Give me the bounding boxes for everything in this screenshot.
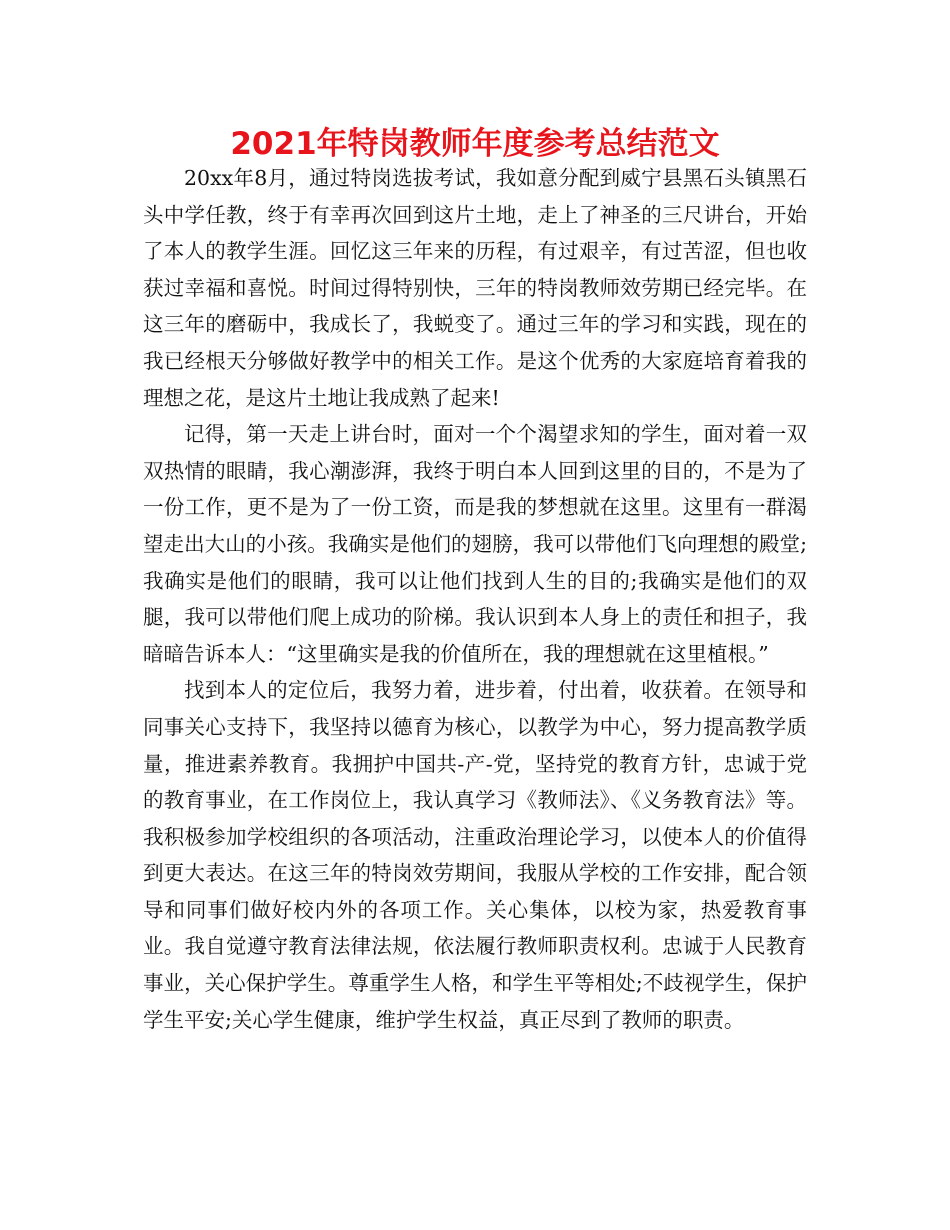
- document-title: 2021年特岗教师年度参考总结范文: [230, 126, 720, 162]
- paragraph-1: 20xx年8月，通过特岗选拔考试，我如意分配到威宁县黑石头镇黑石头中学任教，终于有幸再次回到这片土地，走上了神圣的三尺讲台，开始了本人的教学生涯。回忆这三年来的历程，有过艰辛，有过苦涩，但也收获过幸福和喜悦。时间过得特别快，三年的特岗教师效劳期已经完毕。在这三年的磨砺中，我成长了，我蜕变了。通过三年的学习和实践，现在的我已经根天分够做好教学中的相关工作。是这个优秀的大家庭培育着我的理想之花，是这片土地让我成熟了起来!: [143, 166, 807, 410]
- paragraph-3: 找到本人的定位后，我努力着，进步着，付出着，收获着。在领导和同事关心支持下，我坚持以德育为核心，以教学为中心，努力提高教学质量，推进素养教育。我拥护中国共-产-党，坚持党的教育方针，忠诚于党的教育事业，在工作岗位上，我认真学习《教师法》、《义务教育法》等。我积极参加学校组织的各项活动，注重政治理论学习，以使本人的价值得到更大表达。在这三年的特岗效劳期间，我服从学校的工作安排，配合领导和同事们做好校内外的各项工作。关心集体，以校为家，热爱教育事业。我自觉遵守教育法律法规，依法履行教师职责权利。忠诚于人民教育事业，关心保护学生。尊重学生人格，和学生平等相处;不歧视学生，保护学生平安;关心学生健康，维护学生权益，真正尽到了教师的职责。: [143, 678, 807, 1032]
- paragraph-2: 记得，第一天走上讲台时，面对一个个渴望求知的学生，面对着一双双热情的眼睛，我心潮澎湃，我终于明白本人回到这里的目的，不是为了一份工作，更不是为了一份工资，而是我的梦想就在这里。这里有一群渴望走出大山的小孩。我确实是他们的翅膀，我可以带他们飞向理想的殿堂;我确实是他们的眼睛，我可以让他们找到人生的目的;我确实是他们的双腿，我可以带他们爬上成功的阶梯。我认识到本人身上的责任和担子，我暗暗告诉本人：“这里确实是我的价值所在，我的理想就在这里植根。”: [143, 422, 807, 666]
- document-body: [143, 160, 807, 1038]
